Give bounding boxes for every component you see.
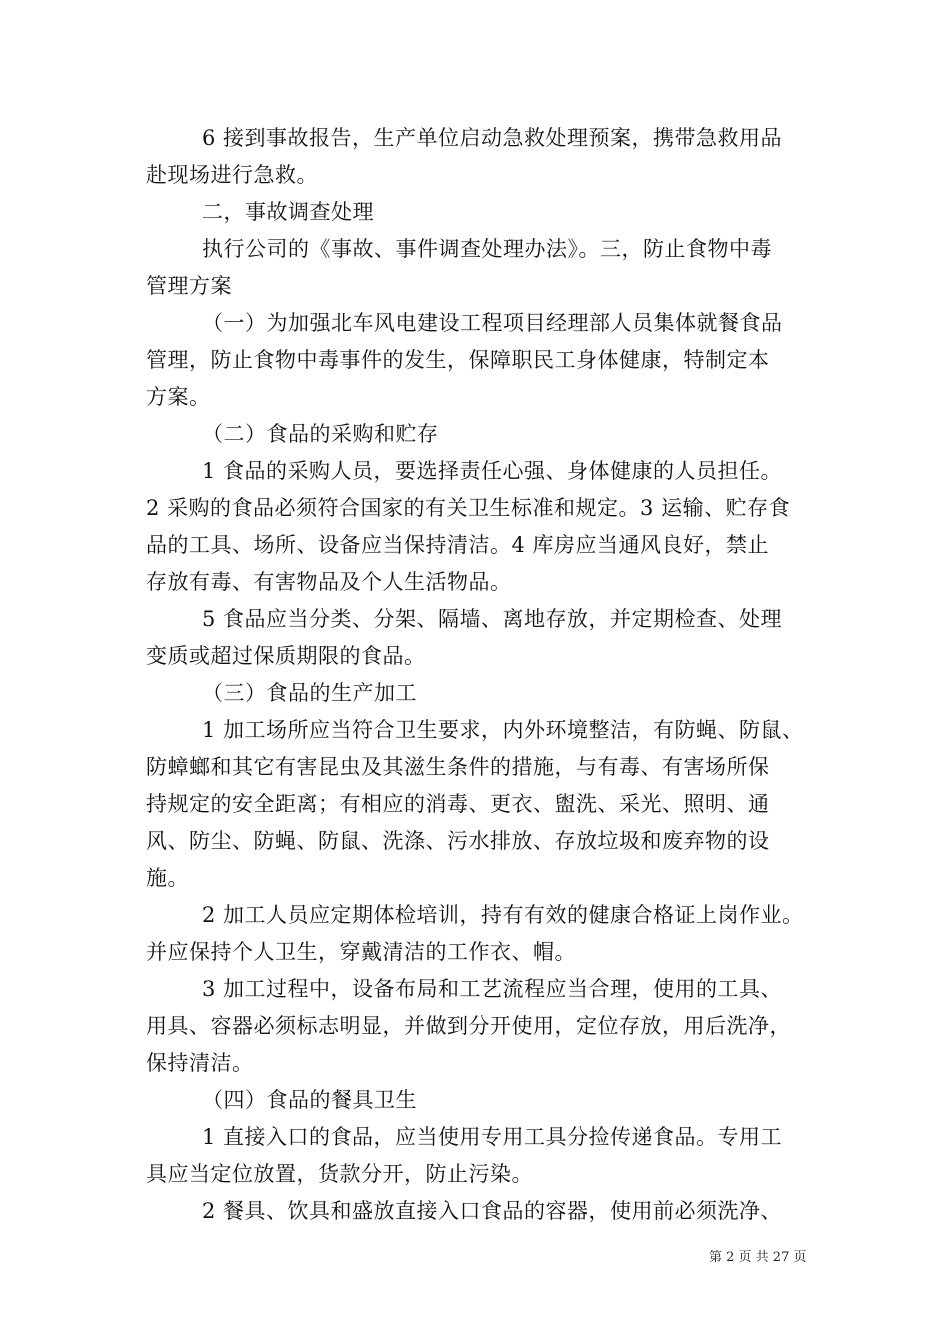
text-line: 用具、容器必须标志明显，并做到分开使用，定位存放，用后洗净， <box>146 1014 791 1038</box>
section-heading: 二，事故调查处理 <box>202 200 374 224</box>
text-line: 防蟑螂和其它有害昆虫及其滋生条件的措施，与有毒、有害场所保 <box>146 755 770 779</box>
text-line: 1 直接入口的食品，应当使用专用工具分捡传递食品。专用工 <box>202 1125 783 1149</box>
text-line: 变质或超过保质期限的食品。 <box>146 644 426 668</box>
subsection-heading: （四）食品的餐具卫生 <box>202 1088 417 1112</box>
text-line: 赴现场进行急救。 <box>146 163 318 187</box>
text-line: 2 加工人员应定期体检培训，持有有效的健康合格证上岗作业。 <box>202 903 804 927</box>
text-line: 管理方案 <box>146 274 232 298</box>
text-line: 施。 <box>146 866 189 890</box>
text-line: 具应当定位放置，货款分开，防止污染。 <box>146 1162 533 1186</box>
text-line: 1 食品的采购人员，要选择责任心强、身体健康的人员担任。 <box>202 459 783 483</box>
text-line: 并应保持个人卫生，穿戴清洁的工作衣、帽。 <box>146 940 576 964</box>
text-line: 5 食品应当分类、分架、隔墙、离地存放，并定期检查、处理 <box>202 607 783 631</box>
page-number: 第 2 页 共 27 页 <box>709 1250 807 1265</box>
text-line: 6 接到事故报告，生产单位启动急救处理预案，携带急救用品 <box>202 126 783 150</box>
text-line: 2 餐具、饮具和盛放直接入口食品的容器，使用前必须洗净、 <box>202 1199 783 1223</box>
text-line: 1 加工场所应当符合卫生要求，内外环境整洁，有防蝇、防鼠、 <box>202 718 804 742</box>
text-line: 品的工具、场所、设备应当保持清洁。4 库房应当通风良好，禁止 <box>146 533 770 557</box>
text-line: （一）为加强北车风电建设工程项目经理部人员集体就餐食品 <box>202 311 783 335</box>
text-line: 存放有毒、有害物品及个人生活物品。 <box>146 570 512 594</box>
text-line: 保持清洁。 <box>146 1051 254 1075</box>
text-line: 风、防尘、防蝇、防鼠、洗涤、污水排放、存放垃圾和废弃物的设 <box>146 829 770 853</box>
subsection-heading: （三）食品的生产加工 <box>202 681 417 705</box>
text-line: 执行公司的《事故、事件调查处理办法》。三，防止食物中毒 <box>202 237 772 261</box>
text-line: 持规定的安全距离；有相应的消毒、更衣、盥洗、采光、照明、通 <box>146 792 770 816</box>
text-line: 2 采购的食品必须符合国家的有关卫生标准和规定。3 运输、贮存食 <box>146 496 791 520</box>
subsection-heading: （二）食品的采购和贮存 <box>202 422 439 446</box>
text-line: 3 加工过程中，设备布局和工艺流程应当合理，使用的工具、 <box>202 977 783 1001</box>
text-line: 方案。 <box>146 385 211 409</box>
text-line: 管理，防止食物中毒事件的发生，保障职民工身体健康，特制定本 <box>146 348 770 372</box>
